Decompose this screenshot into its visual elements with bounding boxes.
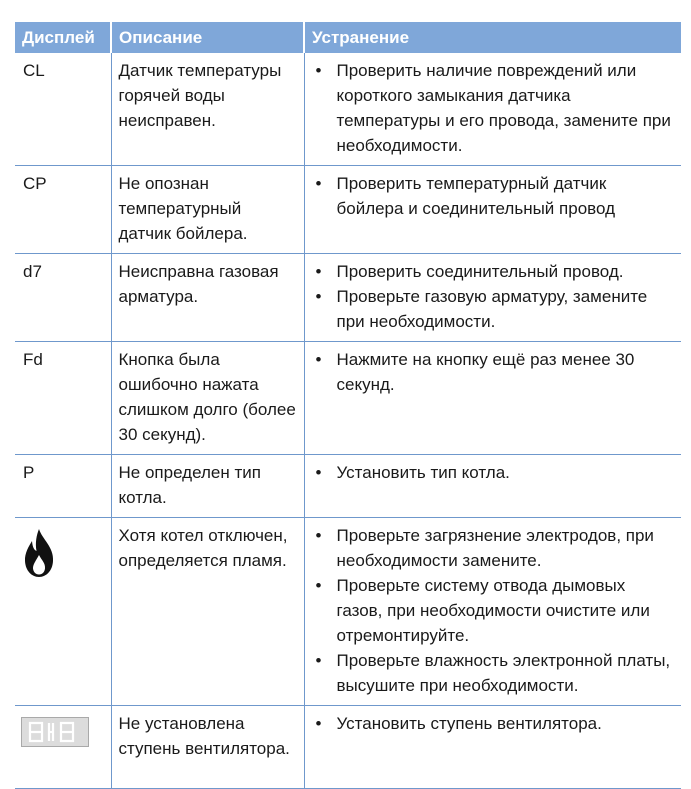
- table-row: [15, 166, 681, 254]
- header-row: [15, 22, 681, 53]
- display-code: Fd: [15, 342, 111, 455]
- display-code: CP: [15, 166, 111, 254]
- header-description: Описание: [111, 22, 304, 53]
- fix-cell: [304, 706, 681, 789]
- fix-cell: [304, 53, 681, 166]
- table-row: [15, 706, 681, 789]
- segment-display-icon: [21, 717, 89, 747]
- fix-item: • Нажмите на кнопку ещё раз менее 30 секунд.: [312, 347, 676, 397]
- display-code-cell: [15, 518, 111, 706]
- fault-description: Не определен тип котла.: [111, 455, 304, 518]
- display-code-cell: [15, 706, 111, 789]
- table-row: [15, 53, 681, 166]
- header-fix: Устранение: [304, 22, 681, 53]
- table-row: [15, 518, 681, 706]
- fix-item: • Установить ступень вентилятора.: [312, 711, 676, 736]
- fault-code-table: [15, 22, 681, 789]
- fix-item: • Проверить температурный датчик бойлера и соединительный провод: [312, 171, 676, 221]
- fix-item: • Проверьте загрязнение электродов, при необходимости замените.: [312, 523, 676, 573]
- fix-cell: [304, 455, 681, 518]
- fix-cell: [304, 254, 681, 342]
- header-display: Дисплей: [15, 22, 111, 53]
- segment-digits: [28, 721, 82, 743]
- table-row: [15, 254, 681, 342]
- fix-item: • Проверить наличие повреждений или короткого замыкания датчика температуры и его провода, замените при необходимости.: [312, 58, 676, 158]
- display-code: P: [15, 455, 111, 518]
- fix-cell: [304, 518, 681, 706]
- fault-description: Датчик температуры горячей воды неисправен.: [111, 53, 304, 166]
- table-row: [15, 455, 681, 518]
- table-row: [15, 342, 681, 455]
- display-code: CL: [15, 53, 111, 166]
- fault-description: Хотя котел отключен, определяется пламя.: [111, 518, 304, 706]
- fault-description: Кнопка была ошибочно нажата слишком долго (более 30 секунд).: [111, 342, 304, 455]
- fix-item: • Проверить соединительный провод.: [312, 259, 676, 284]
- fault-description: Не опознан температурный датчик бойлера.: [111, 166, 304, 254]
- fix-item: • Установить тип котла.: [312, 460, 676, 485]
- fix-cell: [304, 166, 681, 254]
- flame-icon: [23, 528, 55, 578]
- fix-item: • Проверьте систему отвода дымовых газов, при необходимости очистите или отремонтируйте.: [312, 573, 676, 648]
- fault-description: Не установлена ступень вентилятора.: [111, 706, 304, 789]
- fix-cell: [304, 342, 681, 455]
- fix-item: • Проверьте влажность электронной платы, высушите при необходимости.: [312, 648, 676, 698]
- fix-item: • Проверьте газовую арматуру, замените при необходимости.: [312, 284, 676, 334]
- display-code: d7: [15, 254, 111, 342]
- fault-description: Неисправна газовая арматура.: [111, 254, 304, 342]
